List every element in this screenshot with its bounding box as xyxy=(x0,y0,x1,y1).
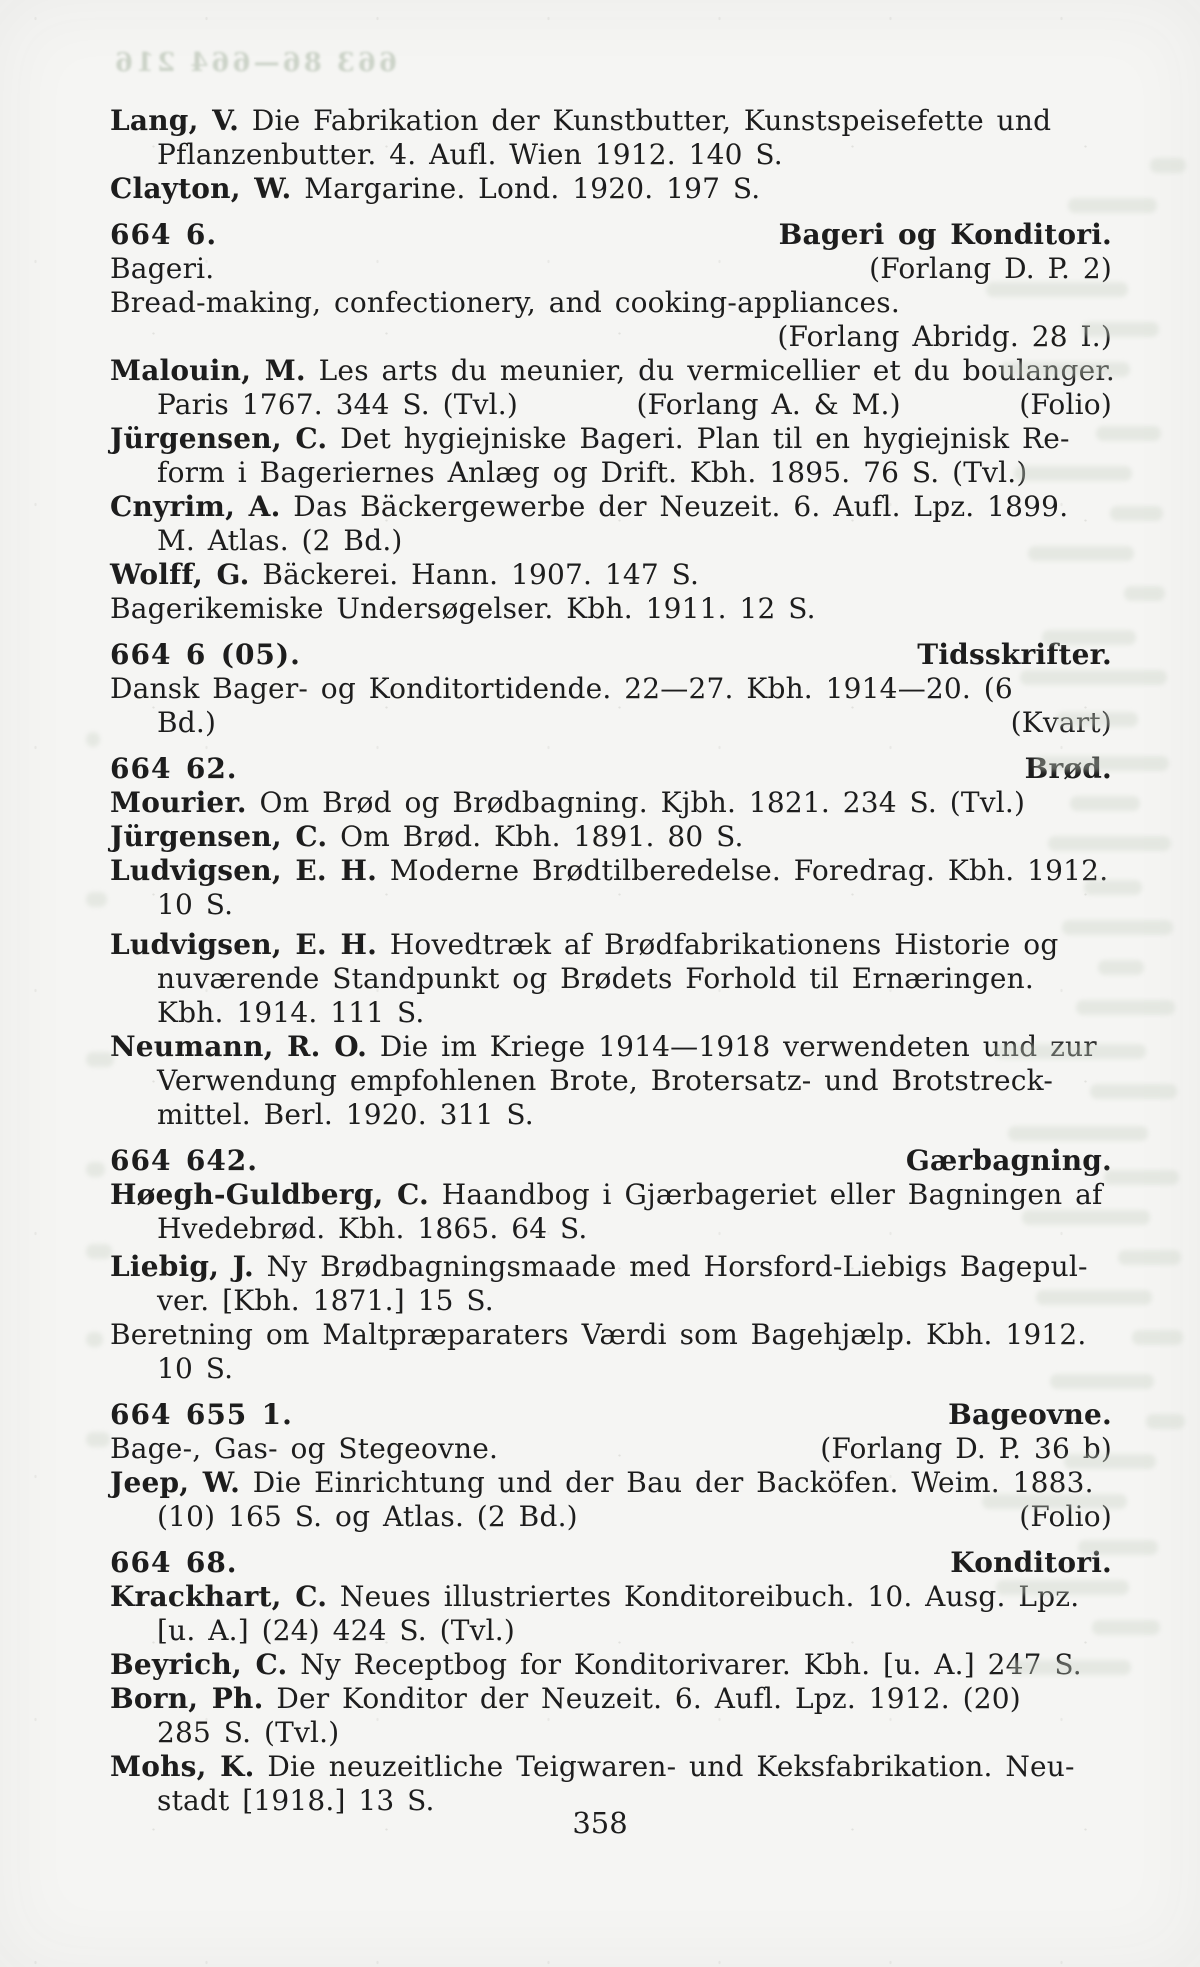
entry-text: Die Einrichtung und der Bau der Backöfen. Weim. 1883. xyxy=(252,1466,1094,1499)
entry-text: Hovedtræk af Brødfabrikationens Historie og xyxy=(389,928,1059,961)
bibliography-line xyxy=(110,786,1112,820)
section-title xyxy=(779,218,1112,252)
line-text xyxy=(157,138,783,172)
bleed-smudge xyxy=(1036,1290,1152,1305)
line-text xyxy=(157,524,403,558)
bibliography-line xyxy=(110,1030,1112,1064)
section-heading-line xyxy=(110,1144,1112,1178)
line-text xyxy=(157,1716,339,1750)
bleed-smudge xyxy=(1022,1210,1150,1225)
entry-text: (Folio) xyxy=(1019,1500,1112,1533)
author-name: Clayton, W. xyxy=(110,172,292,205)
page-number: 358 xyxy=(572,1806,628,1840)
bibliography-line xyxy=(110,1212,1112,1246)
section-title: Konditori. xyxy=(950,1546,1112,1579)
bleed-smudge xyxy=(86,1052,114,1067)
text-block xyxy=(110,104,1115,1818)
bleed-smudge xyxy=(1048,836,1171,851)
entry-text: 10 S. xyxy=(157,888,234,921)
bibliography-line xyxy=(110,888,1112,922)
line-text xyxy=(157,1614,515,1648)
line-text xyxy=(110,786,1025,820)
bibliography-line xyxy=(110,1716,1112,1750)
line-text xyxy=(110,928,1058,962)
bleed-smudge xyxy=(1092,1620,1160,1635)
entry-text: nuværende Standpunkt og Brødets Forhold til Ernæringen. xyxy=(157,962,1034,995)
bleed-smudge xyxy=(1010,1660,1131,1675)
bleed-smudge xyxy=(1132,1330,1183,1345)
bleed-smudge xyxy=(1076,1000,1175,1015)
line-text xyxy=(110,1178,1103,1212)
section-title: Brød. xyxy=(1024,752,1112,785)
bleed-smudge xyxy=(1028,546,1134,561)
author-name: Liebig, J. xyxy=(110,1250,254,1283)
line-right-annotation xyxy=(1019,388,1112,422)
author-name: Cnyrim, A. xyxy=(110,490,281,523)
bibliography-line xyxy=(110,1580,1112,1614)
author-name: Ludvigsen, E. H. xyxy=(110,928,378,961)
line-middle-annotation xyxy=(637,388,901,422)
line-text xyxy=(110,354,1115,388)
entry-text: M. Atlas. (2 Bd.) xyxy=(157,524,403,557)
classification-number xyxy=(110,218,217,252)
bleed-through-text: 663 86—664 216 xyxy=(112,48,398,78)
bleed-smudge xyxy=(1104,1170,1179,1185)
bleed-smudge xyxy=(1000,362,1130,377)
bleed-smudge xyxy=(986,282,1128,297)
section-heading-line xyxy=(110,638,1112,672)
bibliography-line xyxy=(110,1682,1112,1716)
bleed-smudge xyxy=(1050,1374,1154,1389)
author-name: Krackhart, C. xyxy=(110,1580,328,1613)
bleed-smudge xyxy=(86,732,100,747)
entry-text: (Folio) xyxy=(1019,388,1112,421)
classification-number: 664 6 (05). xyxy=(110,638,301,671)
author-name: Malouin, M. xyxy=(110,354,306,387)
line-text xyxy=(110,286,900,320)
bleed-smudge xyxy=(1068,198,1157,213)
entry-text: form i Bageriernes Anlæg og Drift. Kbh. 1895. 76 S. (Tvl.) xyxy=(157,456,1028,489)
line-text xyxy=(110,558,699,592)
bleed-smudge xyxy=(86,1244,112,1259)
line-text xyxy=(157,706,216,740)
line-text xyxy=(110,252,214,286)
bibliography-line xyxy=(110,422,1112,456)
entry-text: (10) 165 S. og Atlas. (2 Bd.) xyxy=(157,1500,578,1533)
line-text xyxy=(110,672,1013,706)
line-text xyxy=(157,1284,494,1318)
bleed-smudge xyxy=(1082,322,1159,337)
bleed-smudge xyxy=(1096,426,1161,441)
classification-number: 664 6. xyxy=(110,218,218,251)
entry-text: (Kvart) xyxy=(1010,706,1112,739)
bibliography-line xyxy=(110,706,1112,740)
line-text xyxy=(110,1682,1021,1716)
entry-text: Det hygiejniske Bageri. Plan til en hygiejnisk Re- xyxy=(340,422,1070,455)
bibliography-line xyxy=(110,1750,1112,1784)
line-text xyxy=(157,888,233,922)
entry-text: Margarine. Lond. 1920. 197 S. xyxy=(304,172,761,205)
entry-text: (Forlang Abridg. 28 I.) xyxy=(777,320,1112,353)
bibliography-line xyxy=(110,524,1112,558)
line-text xyxy=(110,1432,498,1466)
bibliography-line xyxy=(110,104,1112,138)
author-name: Høegh-Guldberg, C. xyxy=(110,1178,429,1211)
entry-text: Das Bäckergewerbe der Neuzeit. 6. Aufl. Lpz. 1899. xyxy=(293,490,1069,523)
entry-text: 285 S. (Tvl.) xyxy=(157,1716,340,1749)
bibliography-line xyxy=(110,320,1112,354)
author-name: Wolff, G. xyxy=(110,558,250,591)
line-text xyxy=(157,1098,534,1132)
line-right-annotation xyxy=(777,320,1112,354)
section-title xyxy=(906,1144,1112,1178)
entry-text: ver. [Kbh. 1871.] 15 S. xyxy=(157,1284,494,1317)
entry-text: [u. A.] (24) 424 S. (Tvl.) xyxy=(157,1614,516,1647)
entry-text: Die im Kriege 1914—1918 verwendeten und zur xyxy=(379,1030,1097,1063)
entry-text: Bageri. xyxy=(110,252,215,285)
bleed-smudge xyxy=(1070,796,1140,811)
bibliography-line xyxy=(110,854,1112,888)
entry-text: Paris 1767. 344 S. (Tvl.) xyxy=(157,388,519,421)
section-title: Gærbagning. xyxy=(905,1144,1112,1177)
bibliography-line xyxy=(110,1284,1112,1318)
bleed-smudge xyxy=(996,1580,1129,1595)
bibliography-line xyxy=(110,456,1112,490)
bleed-smudge xyxy=(86,1162,105,1177)
bibliography-line xyxy=(110,138,1112,172)
bleed-smudge xyxy=(1110,506,1163,521)
classification-number xyxy=(110,1398,293,1432)
bibliography-line xyxy=(110,820,1112,854)
entry-text: (Forlang D. P. 36 b) xyxy=(820,1432,1112,1465)
section-heading-line xyxy=(110,218,1112,252)
line-text xyxy=(157,1352,233,1386)
bibliography-line xyxy=(110,592,1112,626)
author-name: Jürgensen, C. xyxy=(110,422,328,455)
bleed-smudge xyxy=(1146,1414,1185,1429)
bibliography-line xyxy=(110,1064,1112,1098)
classification-number xyxy=(110,1546,238,1580)
entry-text: Bd.) xyxy=(157,706,217,739)
bibliography-line xyxy=(110,1614,1112,1648)
bleed-smudge xyxy=(1020,670,1167,685)
bleed-smudge xyxy=(994,1044,1146,1059)
author-name: Born, Ph. xyxy=(110,1682,264,1715)
entry-text: Bread-making, confectionery, and cooking-appliances. xyxy=(110,286,900,319)
bleed-smudge xyxy=(1124,586,1165,601)
bibliography-line xyxy=(110,354,1115,388)
entry-text: Om Brød og Brødbagning. Kjbh. 1821. 234 S. (Tvl.) xyxy=(259,786,1026,819)
bibliography-line xyxy=(110,1250,1112,1284)
entry-text: (Forlang A. & M.) xyxy=(636,388,901,421)
section-heading-line xyxy=(110,752,1112,786)
entry-text: Ny Brødbagningsmaade med Horsford-Liebigs Bagepul- xyxy=(266,1250,1088,1283)
entry-text: mittel. Berl. 1920. 311 S. xyxy=(157,1098,534,1131)
entry-text: Die neuzeitliche Teigwaren- und Keksfabrikation. Neu- xyxy=(267,1750,1075,1783)
bleed-smudge xyxy=(1008,1126,1148,1141)
line-right-annotation xyxy=(869,252,1112,286)
entry-text: Dansk Bager- og Konditortidende. 22—27. Kbh. 1914—20. (6 xyxy=(110,672,1013,705)
section-heading-line xyxy=(110,1546,1112,1580)
entry-text: Bagerikemiske Undersøgelser. Kbh. 1911. 12 S. xyxy=(110,592,816,625)
section-title xyxy=(948,1398,1112,1432)
line-text xyxy=(157,388,518,422)
bleed-smudge xyxy=(1042,630,1136,645)
bleed-smudge xyxy=(1078,1540,1158,1555)
classification-number xyxy=(110,638,301,672)
author-name: Neumann, R. O. xyxy=(110,1030,368,1063)
line-text xyxy=(110,422,1070,456)
line-text xyxy=(157,456,1028,490)
line-text xyxy=(110,1318,1086,1352)
bleed-smudge xyxy=(1034,756,1169,771)
bibliography-line xyxy=(110,490,1112,524)
author-name: Lang, V. xyxy=(110,104,240,137)
entry-text: 10 S. xyxy=(157,1352,234,1385)
bibliography-line xyxy=(110,996,1112,1030)
line-text xyxy=(110,1750,1075,1784)
line-text xyxy=(110,820,744,854)
classification-number: 664 62. xyxy=(110,752,238,785)
entry-text: Pflanzenbutter. 4. Aufl. Wien 1912. 140 S. xyxy=(157,138,783,171)
author-name: Mourier. xyxy=(110,786,247,819)
entry-text: Om Brød. Kbh. 1891. 80 S. xyxy=(340,820,744,853)
bleed-smudge xyxy=(86,892,107,907)
bibliography-line xyxy=(110,1098,1112,1132)
bleed-smudge xyxy=(1150,158,1186,173)
line-text xyxy=(110,592,816,626)
bibliography-line xyxy=(110,286,1112,320)
bibliography-line xyxy=(110,172,1112,206)
bibliography-line xyxy=(110,672,1112,706)
entry-text: Bage-, Gas- og Stegeovne. xyxy=(110,1432,499,1465)
section-heading-line xyxy=(110,1398,1112,1432)
classification-number xyxy=(110,752,238,786)
bleed-smudge xyxy=(86,1432,110,1447)
author-name: Mohs, K. xyxy=(110,1750,255,1783)
author-name: Beyrich, C. xyxy=(110,1648,288,1681)
line-text xyxy=(110,104,1051,138)
line-text xyxy=(157,996,424,1030)
line-text xyxy=(157,1064,1053,1098)
entry-text: Les arts du meunier, du vermicellier et du boulanger. xyxy=(318,354,1115,387)
entry-text: Der Konditor der Neuzeit. 6. Aufl. Lpz. 1912. (20) xyxy=(276,1682,1021,1715)
author-name: Jürgensen, C. xyxy=(110,820,328,853)
bleed-smudge xyxy=(1118,1250,1181,1265)
entry-text: Ny Receptbog for Konditorivarer. Kbh. [u. A.] 247 S. xyxy=(300,1648,1082,1681)
bibliography-line xyxy=(110,1500,1112,1534)
bibliography-line xyxy=(110,962,1112,996)
entry-text: Moderne Brødtilberedelse. Foredrag. Kbh. 1912. xyxy=(389,854,1109,887)
bibliography-line xyxy=(110,1178,1112,1212)
bibliography-line xyxy=(110,1318,1112,1352)
line-text xyxy=(110,490,1068,524)
bleed-smudge xyxy=(86,1332,103,1347)
bibliography-line xyxy=(110,1466,1112,1500)
section-title: Tidsskrifter. xyxy=(917,638,1112,671)
line-text xyxy=(157,962,1034,996)
line-text xyxy=(110,172,760,206)
entry-text: Haandbog i Gjærbageriet eller Bagningen af xyxy=(441,1178,1103,1211)
entry-text: Kbh. 1914. 111 S. xyxy=(157,996,425,1029)
bleed-smudge xyxy=(1090,1084,1177,1099)
classification-number xyxy=(110,1144,258,1178)
bibliography-line xyxy=(110,1352,1112,1386)
entry-text: Verwendung empfohlenen Brote, Brotersatz- und Brotstreck- xyxy=(157,1064,1054,1097)
classification-number: 664 642. xyxy=(110,1144,259,1177)
bibliography-line xyxy=(110,1432,1112,1466)
line-text xyxy=(110,1250,1088,1284)
author-name: Jeep, W. xyxy=(110,1466,241,1499)
author-name: Ludvigsen, E. H. xyxy=(110,854,378,887)
entry-text: (Forlang D. P. 2) xyxy=(869,252,1112,285)
line-text xyxy=(157,1500,578,1534)
entry-text: Neues illustriertes Konditoreibuch. 10. Ausg. Lpz. xyxy=(339,1580,1080,1613)
bleed-smudge xyxy=(1014,466,1132,481)
entry-text: stadt [1918.] 13 S. xyxy=(157,1784,435,1817)
bleed-smudge xyxy=(1098,960,1144,975)
entry-text: Die Fabrikation der Kunstbutter, Kunstspeisefette und xyxy=(251,104,1052,137)
bibliography-line xyxy=(110,252,1112,286)
line-text xyxy=(110,1030,1097,1064)
line-text xyxy=(110,1466,1094,1500)
entry-text: Hvedebrød. Kbh. 1865. 64 S. xyxy=(157,1212,588,1245)
bleed-smudge xyxy=(1064,1454,1156,1469)
line-text xyxy=(110,1580,1079,1614)
bibliography-line xyxy=(110,558,1112,592)
section-title: Bageri og Konditori. xyxy=(778,218,1112,251)
bibliography-line xyxy=(110,388,1112,422)
bibliography-line xyxy=(110,1648,1112,1682)
classification-number: 664 68. xyxy=(110,1546,238,1579)
bibliography-line xyxy=(110,928,1112,962)
entry-text: Beretning om Maltpræparaters Værdi som Bagehjælp. Kbh. 1912. xyxy=(110,1318,1087,1351)
classification-number: 664 655 1. xyxy=(110,1398,293,1431)
bleed-smudge xyxy=(982,1494,1127,1509)
bleed-smudge xyxy=(1084,880,1142,895)
line-text xyxy=(110,1648,1082,1682)
line-text xyxy=(110,854,1108,888)
entry-text: Bäckerei. Hann. 1907. 147 S. xyxy=(262,558,700,591)
section-title: Bageovne. xyxy=(948,1398,1112,1431)
line-text xyxy=(157,1212,588,1246)
bleed-smudge xyxy=(1062,920,1173,935)
bleed-smudge xyxy=(1056,712,1138,727)
